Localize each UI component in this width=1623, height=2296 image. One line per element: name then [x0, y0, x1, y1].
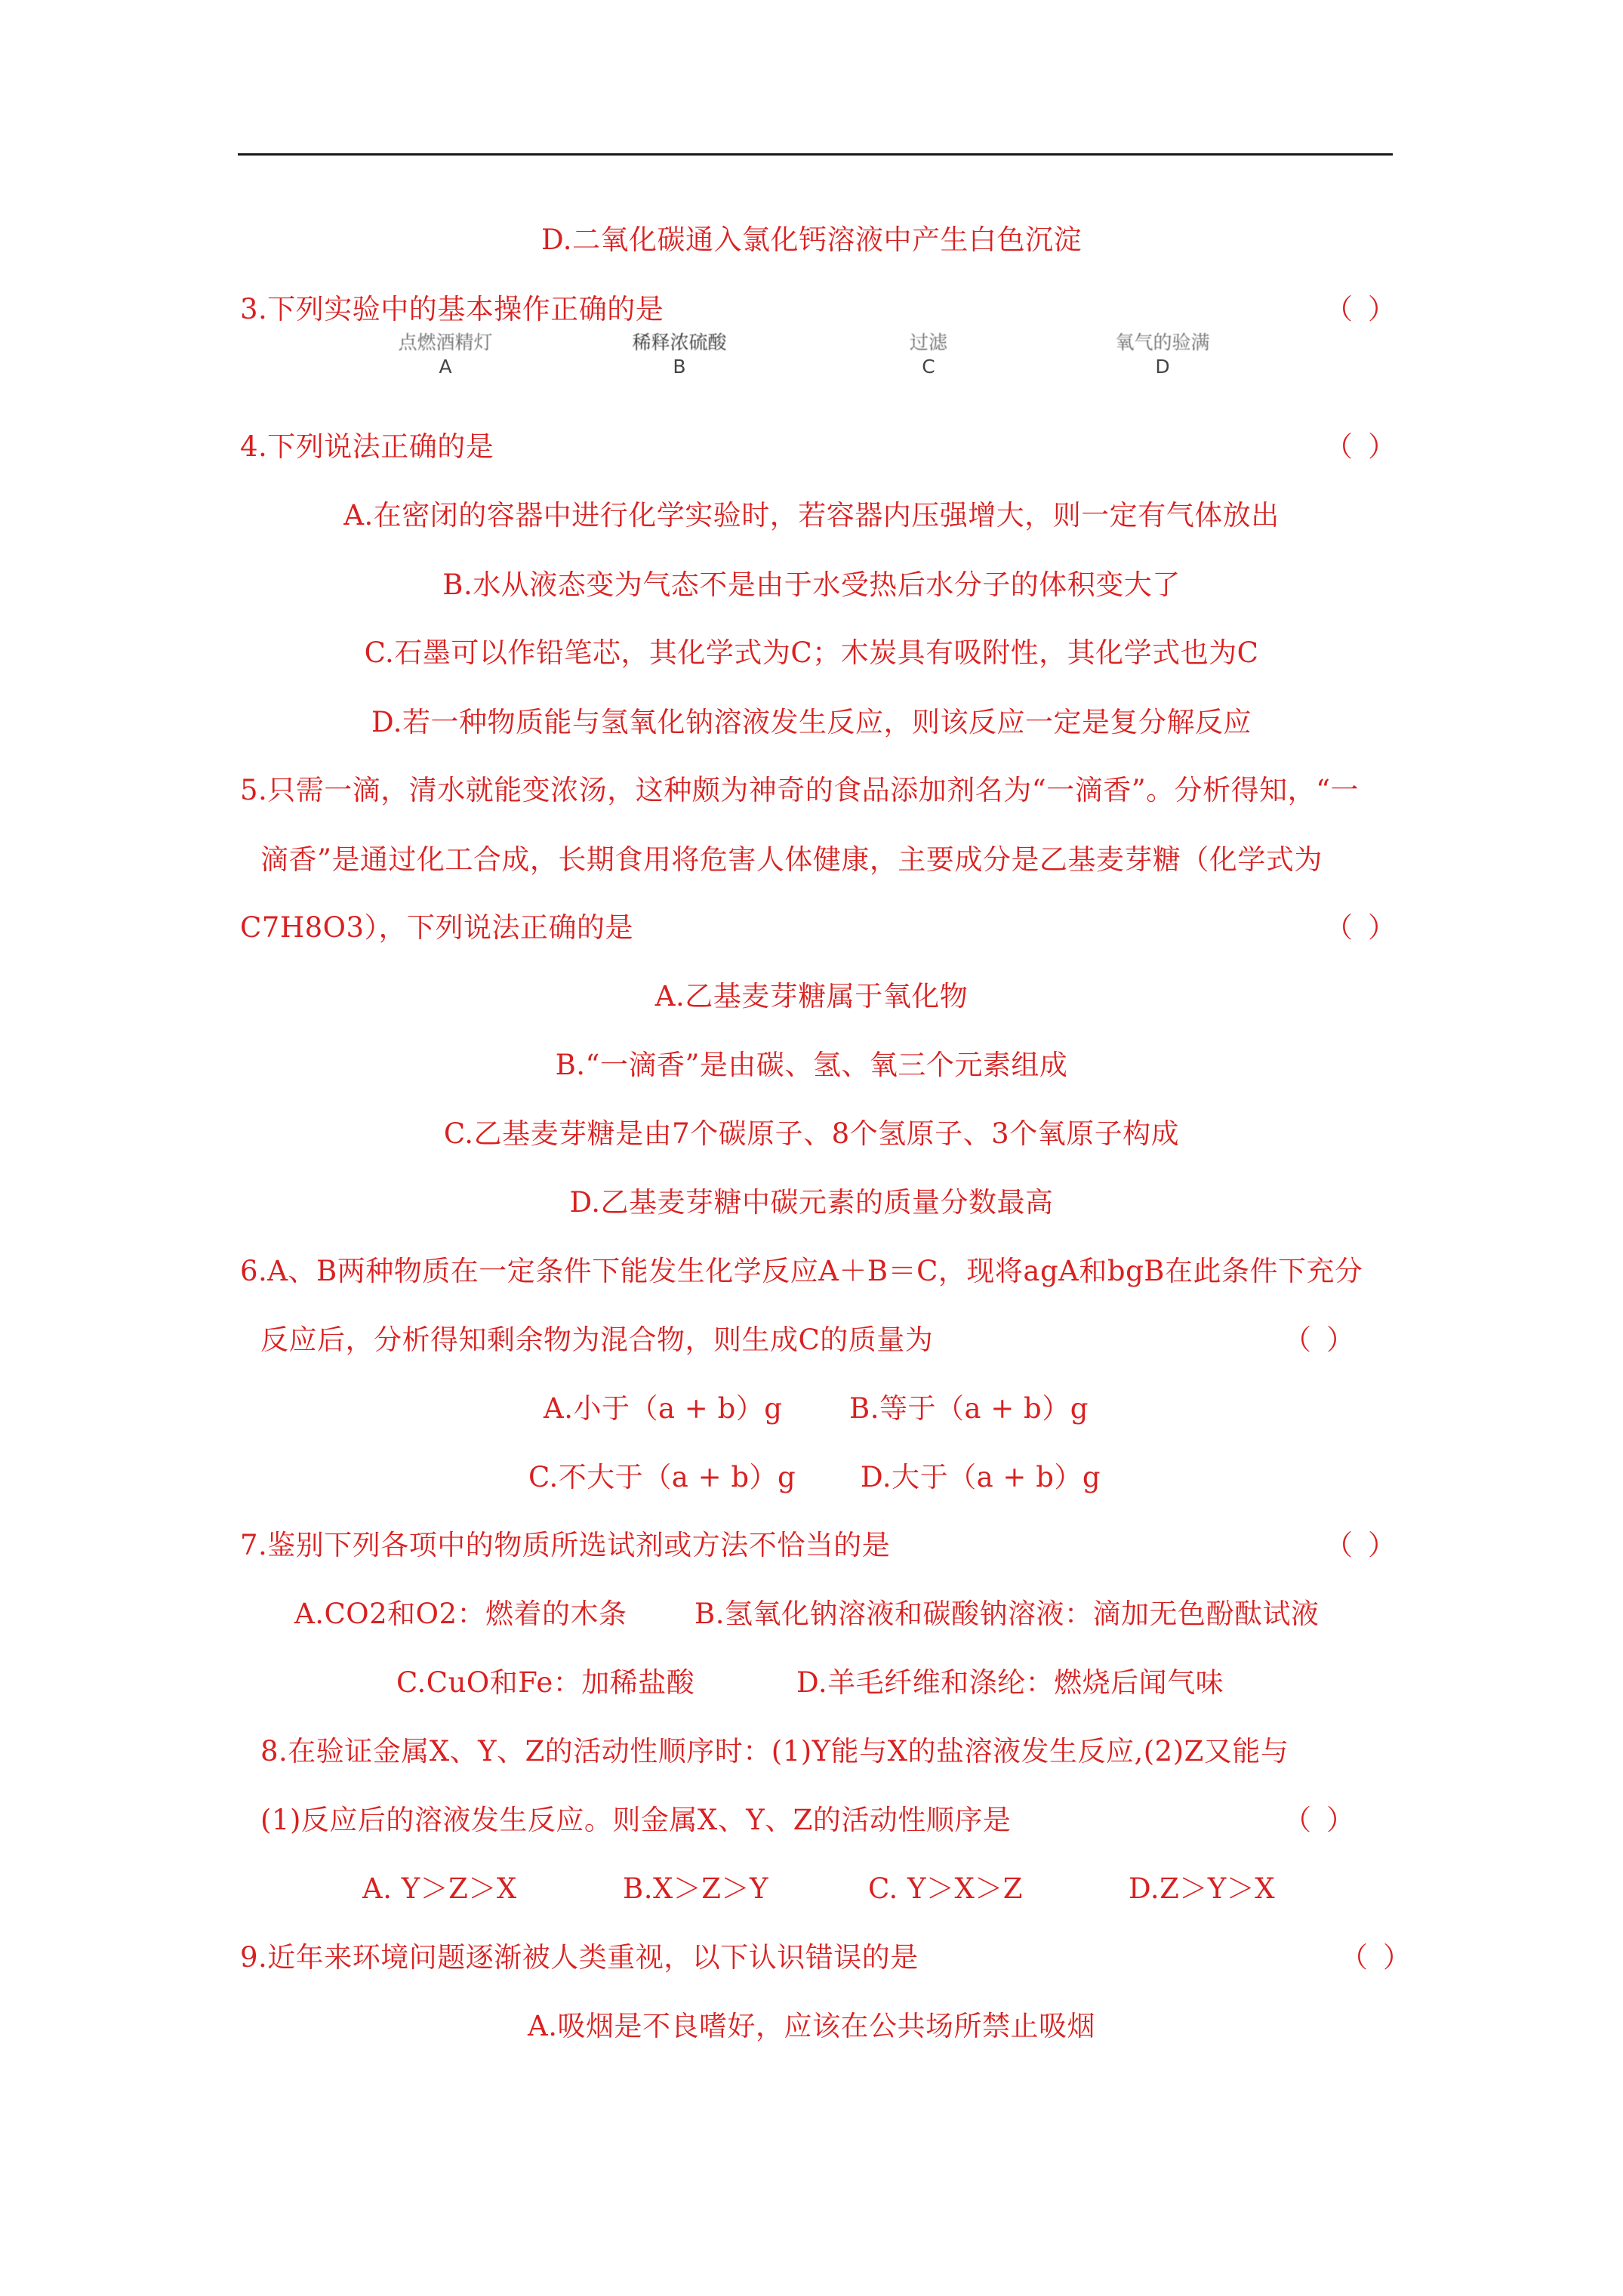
q3-image-c-caption: 过滤: [909, 331, 947, 353]
q7-option-b: B.氢氧化钠溶液和碳酸钠溶液：滴加无色酚酞试液: [694, 1598, 1320, 1630]
q8-answer-paren: （）: [1283, 1804, 1369, 1836]
q9-stem: 9.近年来环境问题逐渐被人类重视，以下认识错误的是: [240, 1941, 919, 1974]
q3-image-a: [374, 331, 517, 379]
q3-image-a-letter: A: [439, 356, 452, 378]
q6-option-d: D.大于（a + b）g: [861, 1461, 1101, 1493]
q3-image-d-letter: D: [1155, 356, 1170, 378]
q6-stem-line1: 6.A、B两种物质在一定条件下能发生化学反应A＋B＝C，现将agA和bgB在此条件下充分: [240, 1255, 1363, 1287]
q3-image-a-caption: 点燃酒精灯: [398, 331, 493, 353]
q8-option-c: C. Y＞X＞Z: [868, 1872, 1023, 1905]
q7-option-d: D.羊毛纤维和涤纶：燃烧后闻气味: [796, 1666, 1224, 1699]
q4-stem: 4.下列说法正确的是: [240, 430, 494, 463]
q6-option-c: C.不大于（a + b）g: [528, 1461, 796, 1493]
q4-option-b: B.水从液态变为气态不是由于水受热后水分子的体积变大了: [442, 569, 1181, 601]
q3-image-b-caption: 稀释浓硫酸: [632, 331, 727, 353]
q3-answer-paren: （）: [1325, 293, 1411, 325]
q3-option-images: [0, 331, 1623, 384]
q8-stem-line1: 8.在验证金属X、Y、Z的活动性顺序时：(1)Y能与X的盐溶液发生反应,(2)Z又能与: [260, 1735, 1289, 1767]
q3-image-b: [604, 331, 755, 379]
q3-image-d-caption: 氧气的验满: [1115, 331, 1210, 353]
q5-option-d: D.乙基麦芽糖中碳元素的质量分数最高: [569, 1186, 1054, 1219]
q4-option-c: C.石墨可以作铅笔芯，其化学式为C；木炭具有吸附性，其化学式也为C: [364, 636, 1259, 669]
q7-answer-paren: （）: [1325, 1529, 1411, 1561]
q3-image-d: [1079, 331, 1246, 379]
q5-stem-line2: 滴香”是通过化工合成，长期食用将危害人体健康，主要成分是乙基麦芽糖（化学式为: [260, 843, 1323, 876]
q6-stem-line2: 反应后，分析得知剩余物为混合物，则生成C的质量为: [260, 1324, 934, 1356]
q3-image-c: [891, 331, 966, 379]
q5-answer-paren: （）: [1325, 911, 1411, 944]
q8-option-d: D.Z＞Y＞X: [1129, 1872, 1276, 1905]
q5-option-b: B.“一滴香”是由碳、氢、氧三个元素组成: [555, 1049, 1068, 1081]
header-rule: [238, 153, 1393, 156]
q4-option-a: A.在密闭的容器中进行化学实验时，若容器内压强增大，则一定有气体放出: [343, 499, 1280, 532]
q2-option-d: D.二氧化碳通入氯化钙溶液中产生白色沉淀: [540, 223, 1083, 256]
q8-stem-line2: (1)反应后的溶液发生反应。则金属X、Y、Z的活动性顺序是: [260, 1804, 1012, 1836]
q6-option-b: B.等于（a + b）g: [849, 1392, 1089, 1425]
q6-answer-paren: （）: [1283, 1324, 1369, 1356]
q5-option-a: A.乙基麦芽糖属于氧化物: [654, 980, 969, 1012]
q6-option-a: A.小于（a + b）g: [544, 1392, 783, 1425]
q3-stem: 3.下列实验中的基本操作正确的是: [240, 293, 664, 325]
q7-stem: 7.鉴别下列各项中的物质所选试剂或方法不恰当的是: [240, 1529, 891, 1561]
q7-option-c: C.CuO和Fe：加稀盐酸: [396, 1666, 695, 1699]
q3-image-b-letter: B: [673, 356, 686, 378]
q5-stem-line1: 5.只需一滴，清水就能变浓汤，这种颇为神奇的食品添加剂名为“一滴香”。分析得知，“一: [240, 774, 1360, 806]
q7-option-a: A.CO2和O2：燃着的木条: [294, 1598, 627, 1630]
q9-option-a: A.吸烟是不良嗜好，应该在公共场所禁止吸烟: [528, 2010, 1095, 2042]
q5-stem-line3: C7H8O3），下列说法正确的是: [240, 911, 634, 944]
q8-option-a: A. Y＞Z＞X: [362, 1872, 517, 1905]
q9-answer-paren: （）: [1340, 1941, 1426, 1974]
q3-image-c-letter: C: [922, 356, 935, 378]
q4-answer-paren: （）: [1325, 430, 1411, 463]
q4-option-d: D.若一种物质能与氢氧化钠溶液发生反应，则该反应一定是复分解反应: [371, 706, 1252, 738]
q5-option-c: C.乙基麦芽糖是由7个碳原子、8个氢原子、3个氧原子构成: [443, 1117, 1180, 1150]
q8-option-b: B.X＞Z＞Y: [623, 1872, 768, 1905]
